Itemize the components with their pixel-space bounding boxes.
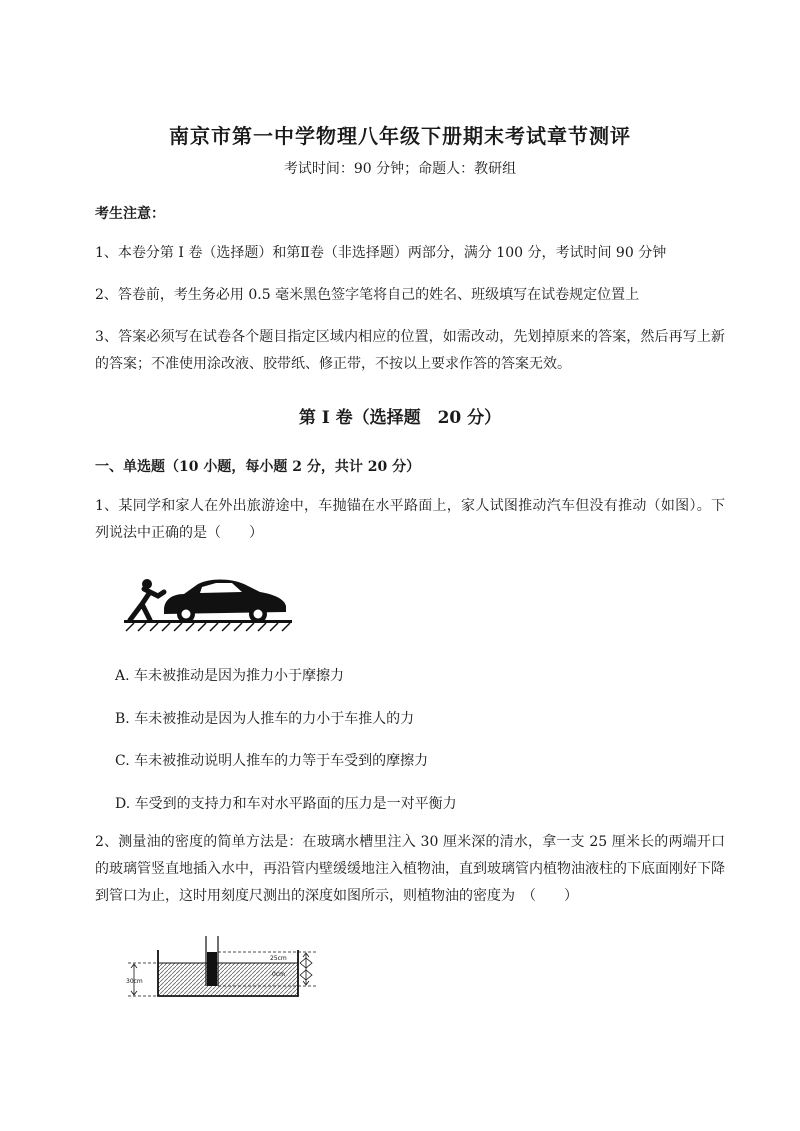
- figure-label-left: 30cm: [126, 978, 143, 985]
- question-1-stem: 1、某同学和家人在外出旅游途中，车抛锚在水平路面上，家人试图推动汽车但没有推动（如图）。下列说法中正确的是（ ）: [95, 498, 725, 541]
- notice-item-2: 2、答卷前，考生务必用 0.5 毫米黑色签字笔将自己的姓名、班级填写在试卷规定位置上: [95, 287, 640, 303]
- question-1-option-a: A. 车未被推动是因为推力小于摩擦力: [115, 668, 345, 684]
- page-title: 南京市第一中学物理八年级下册期末考试章节测评: [169, 124, 631, 148]
- car-push-figure: [120, 570, 300, 632]
- part-heading: 一、单选题（10 小题，每小题 2 分，共计 20 分）: [95, 459, 421, 475]
- section-title: 第 I 卷（选择题 20 分）: [298, 408, 502, 428]
- exam-info: 考试时间：90 分钟；命题人：教研组: [283, 161, 517, 177]
- oil-tube-figure: [120, 930, 320, 1006]
- question-2-stem: 2、测量油的密度的简单方法是：在玻璃水槽里注入 30 厘米深的清水，拿一支 25 厘米长的两端开口的玻璃管竖直地插入水中，再沿管内壁缓缓地注入植物油，直到玻璃管内植物油液柱的下底面刚好下降到管口为止，这时用刻度尺测出的深度如图所示，则植物油的密度为 （ ）: [95, 834, 725, 904]
- question-1-option-d: D. 车受到的支持力和车对水平路面的压力是一对平衡力: [115, 796, 457, 812]
- notice-heading: 考生注意：: [95, 206, 165, 222]
- question-1-option-c: C. 车未被推动说明人推车的力等于车受到的摩擦力: [115, 753, 429, 769]
- notice-item-3: 3、答案必须写在试卷各个题目指定区域内相应的位置，如需改动，先划掉原来的答案，然后再写上新的答案；不准使用涂改液、胶带纸、修正带，不按以上要求作答的答案无效。: [95, 329, 725, 372]
- notice-item-1: 1、本卷分第 I 卷（选择题）和第Ⅱ卷（非选择题）两部分，满分 100 分，考试时间 90 分钟: [95, 245, 667, 261]
- figure-label-mid: 0cm: [272, 971, 285, 978]
- question-1-option-b: B. 车未被推动是因为人推车的力小于车推人的力: [115, 711, 415, 727]
- figure-label-top: 25cm: [270, 955, 287, 962]
